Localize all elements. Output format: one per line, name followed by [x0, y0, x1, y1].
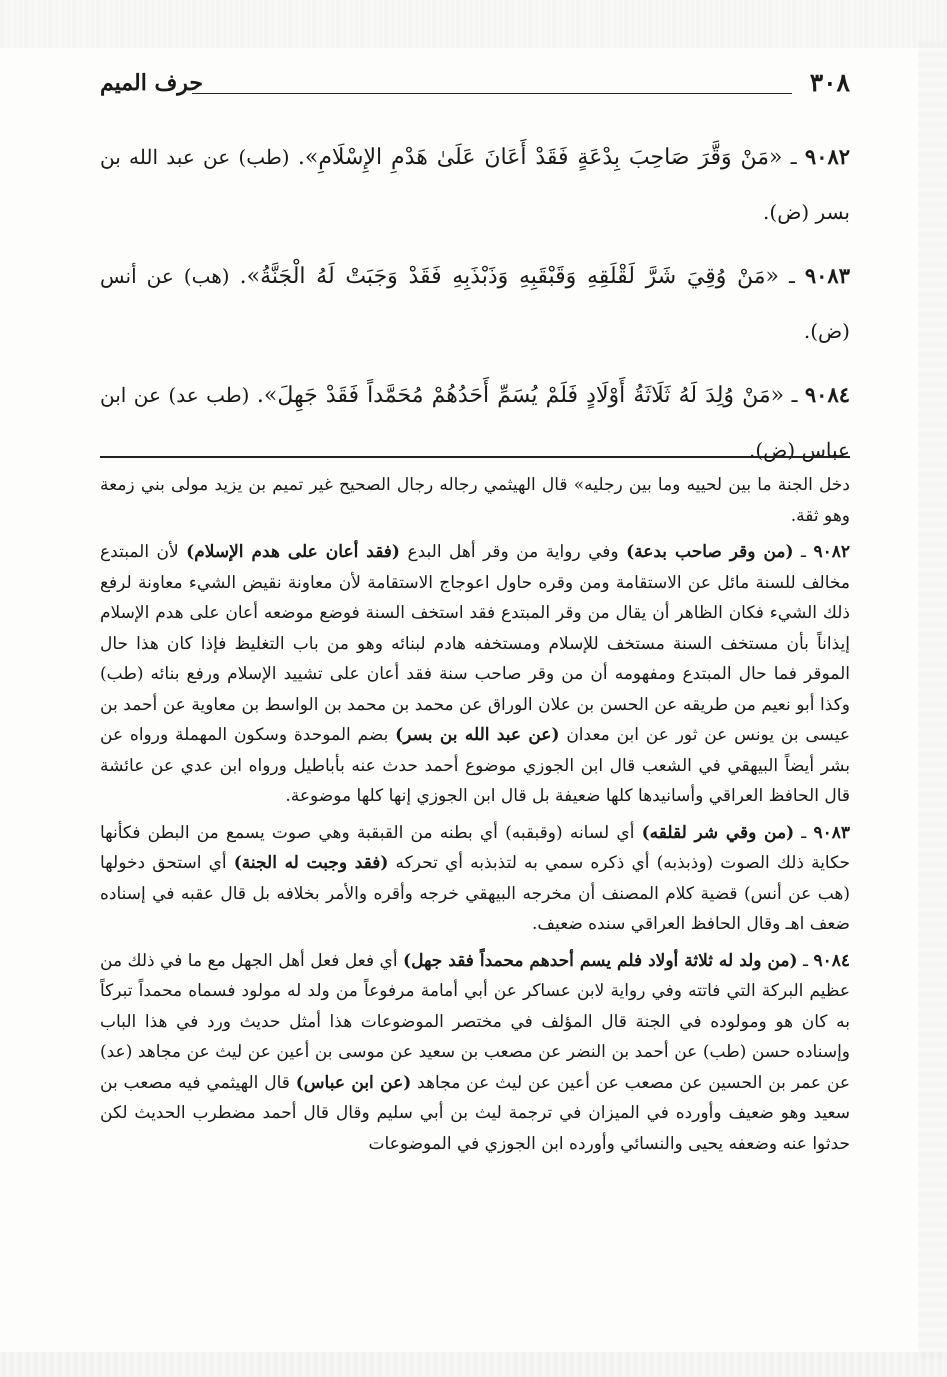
- hadith-entry: [100, 368, 850, 477]
- commentary-note: [100, 946, 850, 1160]
- note-lemma: (من ولد له ثلاثة أولاد فلم يسم أحدهم محمداً فقد جهل): [403, 950, 798, 971]
- note-number: ٩٠٨٢: [813, 542, 850, 562]
- note-lemma: (من وقر صاحب بدعة): [626, 542, 794, 562]
- entry-dash: ـ: [793, 542, 806, 562]
- note-lemma: (عن عبد الله بن بسر): [395, 725, 560, 745]
- scan-edge-right: [918, 40, 947, 1360]
- hadith-number: ٩٠٨٤: [804, 382, 851, 407]
- scan-edge-bottom: [0, 1352, 947, 1377]
- note-lemma: (عن ابن عباس): [295, 1072, 412, 1093]
- entry-dash: ـ: [797, 950, 809, 971]
- entry-dash: ـ: [784, 383, 798, 407]
- hadith-list: [100, 130, 850, 487]
- note-text: أي استحق دخولها (هب عن أنس) قضية كلام المصنف أن مخرجه البيهقي خرجه وأقره والأمر بخلافه بل قال عقبه في إسناده ضعف اهـ وقال الحافظ العراقي سنده ضعيف.: [100, 853, 850, 934]
- entry-dash: ـ: [794, 822, 807, 843]
- hadith-matn: «مَنْ وُقِيَ شَرَّ لَقْلَقِهِ وَقَبْقَبِهِ وَذَبْذَبِهِ فَقَدْ وَجَبَتْ لَهُ الْجَنَّةُ».: [239, 264, 779, 289]
- header-rule: [192, 93, 792, 94]
- hadith-number: ٩٠٨٢: [804, 144, 851, 169]
- hadith-matn: «مَنْ وَقَّرَ صَاحِبَ بِدْعَةٍ فَقَدْ أَعَانَ عَلَىٰ هَدْمِ الإِسْلَامِ».: [297, 145, 783, 170]
- note-text: بضم الموحدة وسكون المهملة ورواه عن بشر أيضاً البيهقي في الشعب قال ابن الجوزي موضوع أحمد حدث عنه بأباطيل ورواه ابن عدي عن عائشة قال الحافظ العراقي وأسانيدها كلها ضعيفة بل قال ابن الجوزي إنها كلها موضوعة.: [100, 725, 850, 806]
- commentary-note: [100, 537, 850, 812]
- running-title: حرف الميم: [100, 70, 204, 96]
- entry-dash: ـ: [782, 145, 797, 169]
- hadith-number: ٩٠٨٣: [804, 263, 850, 288]
- commentary-note: [100, 818, 850, 940]
- page-header: [100, 66, 850, 102]
- hadith-source: (طب عد) عن ابن عباس (ض).: [100, 383, 850, 462]
- hadith-source: (طب) عن عبد الله بن بسر (ض).: [100, 145, 850, 224]
- hadith-matn: «مَنْ وُلِدَ لَهُ ثَلَاثَةُ أَوْلَادٍ فَلَمْ يُسَمِّ أَحَدُهُمْ مُحَمَّداً فَقَدْ جَهِلَ».: [256, 383, 785, 408]
- note-text: لأن المبتدع مخالف للسنة مائل عن الاستقامة ومن وقره حاول اعوجاج الاستقامة لأن معاونة نقيض الشيء معاونة لرفع ذلك الشيء فكان الظاهر أن يقال من وقر المبتدع فقد استخف السنة فوضع موضعه أعان على هدم الإسلام إيذاناً بأن مستخف السنة مستخف للإسلام ومستخفه هادم لبنائه وهو من باب التغليظ فإذا كان هذا حال الموقر فما حال المبتدع ومفهومه أن من وقر صاحب سنة فقد أعان على تشييد الإسلام ورفع بنائه (طب) وكذا أبو نعيم من طريقه عن الحسن بن علان الوراق عن محمد بن محمد بن الواسط بن معاوية عن أحمد بن عيسى بن يونس عن ثور عن ابن معدان: [100, 542, 850, 745]
- hadith-entry: [100, 130, 850, 239]
- commentary: [100, 470, 850, 1165]
- scan-edge-top: [0, 0, 947, 48]
- entry-dash: ـ: [778, 264, 795, 288]
- commentary-continuation: دخل الجنة ما بين لحييه وما بين رجليه» قال الهيثمي رجاله رجال الصحيح غير تميم بن يزيد مولى بني زمعة وهو ثقة.: [100, 475, 850, 526]
- note-text: أي لسانه (وقبقبه) أي بطنه من القبقبة وهي صوت يسمع من البطن فكأنها حكاية ذلك الصوت (وذبذبه) أي ذكره سمي به لتذبذبه أي تحركه: [100, 822, 850, 873]
- page-number: ٣٠٨: [809, 68, 850, 97]
- section-divider: [100, 456, 850, 458]
- hadith-source: (هب) عن أنس (ض).: [100, 264, 850, 343]
- note-lemma: (فقد وجبت له الجنة): [233, 853, 389, 873]
- note-number: ٩٠٨٣: [813, 822, 851, 843]
- note-number: ٩٠٨٤: [813, 950, 851, 971]
- hadith-entry: [100, 249, 850, 358]
- note-lemma: (فقد أعان على هدم الإسلام): [186, 542, 400, 562]
- note-text: قال الهيثمي فيه مصعب بن سعيد وهو ضعيف وأورده في الميزان في ترجمة ليث بن أبي سليم وقال قال أحمد مضطرب الحديث لكن حدثوا عنه وضعفه يحيى والنسائي وأورده ابن الجوزي في الموضوعات: [100, 1072, 850, 1154]
- note-text: وفي رواية من وقر أهل البدع: [407, 542, 619, 562]
- note-text: أي فعل فعل أهل الجهل مع ما في ذلك من عظيم البركة التي فاتته وفي رواية لابن عساكر عن أبي أمامة مرفوعاً من ولد له مولود فسماه محمداً تبركاً به كان هو ومولوده في الجنة قال المؤلف في مختصر الموضوعات هذا أمثل حديث ورد في هذا الباب وإسناده حسن (طب) عن أحمد بن النضر عن مصعب بن سعيد عن موسى بن أعين عن ليث عن مجاهد (عد) عن عمر بن الحسين عن مصعب عن أعين عن ليث عن مجاهد: [100, 950, 851, 1093]
- note-lemma: (من وقي شر لقلقه): [641, 822, 795, 843]
